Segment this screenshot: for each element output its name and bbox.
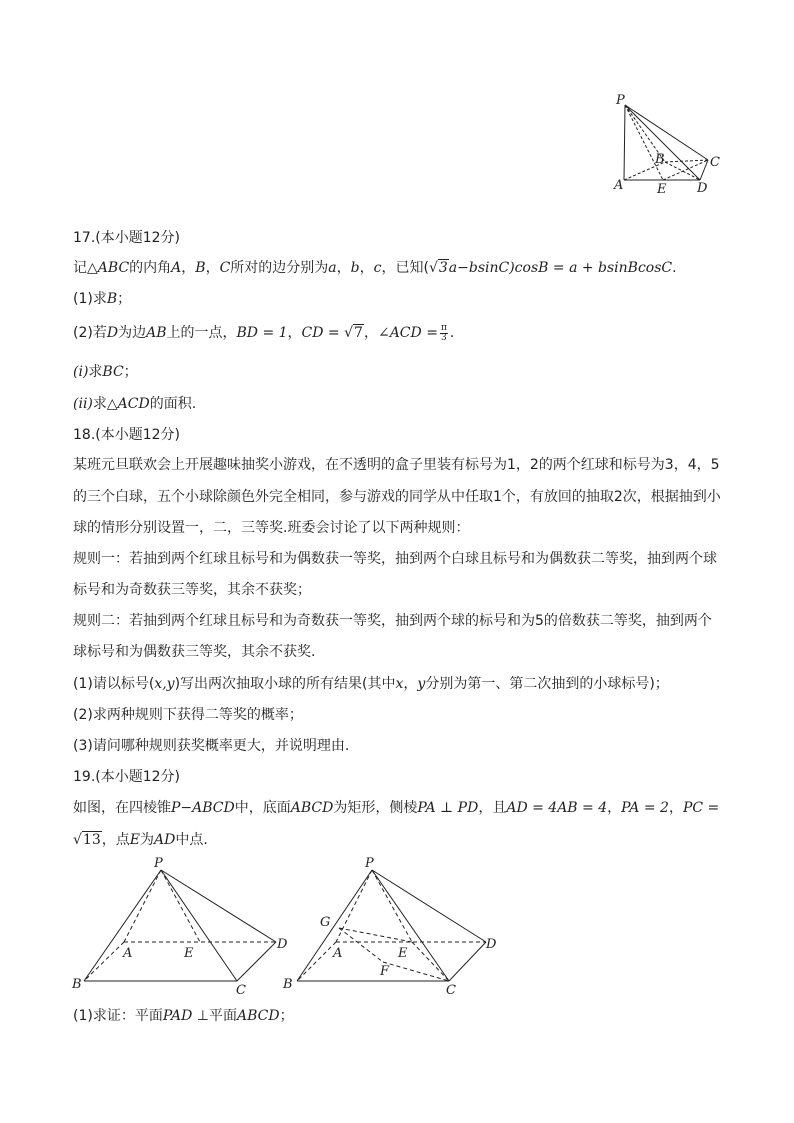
stem-text: 的内角: [129, 260, 172, 276]
edge-BC: [665, 160, 708, 162]
edge-PD: [372, 870, 486, 942]
eq-BD: BD = 1: [236, 325, 288, 341]
eq-AD: AD = 4AB = 4: [506, 800, 608, 816]
figure-right-pyramid: [278, 852, 500, 997]
label-C: C: [446, 983, 456, 997]
problem-18-line: 某班元旦联欢会上开展趣味抽奖小游戏，在不透明的盒子里装有标号为1，2的两个红球和标号为3，4，5: [73, 457, 720, 473]
var-A: A: [171, 260, 182, 276]
problem-18-header: 18.(本小题12分): [73, 427, 181, 443]
stem-text: 如图，在四棱锥: [73, 800, 171, 816]
var-y: y: [417, 676, 426, 692]
sep: ，: [336, 260, 351, 276]
sep: ，: [607, 800, 622, 816]
problem-18-line: 的三个白球，五个小球除颜色外完全相同，参与游戏的同学从中任取1个，有放回的抽取2次，根据抽到小: [73, 489, 721, 505]
figure-top-pyramid: [605, 90, 730, 200]
edge-PA: [124, 870, 161, 942]
label-A: A: [123, 946, 133, 961]
stem-text: 为矩形，侧棱: [333, 800, 418, 816]
q1-text: (1)求: [73, 291, 107, 307]
problem-18-line: 球标号和为偶数获三等奖，其余不获奖.: [73, 644, 316, 660]
q2-text: 为边: [118, 325, 147, 341]
fraction-pi-3: $\frac{\pi}{3}$: [440, 322, 447, 343]
edge-PE: [625, 105, 663, 180]
edge-GE: [339, 928, 412, 942]
problem-19-header: 19.(本小题12分): [73, 769, 181, 785]
triangle-symbol: △: [87, 260, 98, 276]
base-name: ABCD: [290, 800, 334, 816]
stem-text: 中点.: [175, 832, 208, 848]
edge-PD: [161, 870, 276, 942]
problem-18-line: 球的情形分别设置一，二，三等奖.班委会讨论了以下两种规则：: [73, 520, 470, 536]
q1-end: ；: [117, 291, 132, 307]
plane-ABCD: ABCD: [236, 1008, 280, 1024]
edge-PE: [372, 870, 412, 942]
label-E: E: [398, 946, 408, 961]
problem-19-stem-line2: [73, 830, 208, 850]
qii-label: (ii): [73, 396, 93, 412]
var-E: E: [129, 832, 140, 848]
var-BC: BC: [102, 364, 124, 380]
sqrt-3: √3: [428, 260, 448, 276]
sep: ，: [403, 676, 418, 692]
stem-end: .: [672, 260, 677, 276]
edge-PD: [625, 105, 700, 180]
problem-18-q1: [73, 674, 669, 694]
q1-end: ；: [279, 1008, 294, 1024]
label-B: B: [72, 977, 82, 992]
label-C: C: [710, 155, 720, 170]
sep: ，: [668, 800, 683, 816]
angle-ACD: ∠ACD =: [377, 325, 438, 341]
var-B: B: [195, 260, 206, 276]
edge-AB: [297, 942, 336, 981]
stem-text: 为: [139, 832, 154, 848]
q1-text: (1)请以标号(: [73, 676, 155, 692]
edge-EC: [412, 942, 449, 981]
stem-text: ，且: [478, 800, 507, 816]
problem-18-line: 标号和为奇数获三等奖，其余不获奖；: [73, 582, 311, 598]
var-ACD: ACD: [117, 396, 150, 412]
edge-PC: [161, 870, 237, 981]
edge-CD: [237, 942, 276, 981]
var-x: x: [395, 676, 404, 692]
edge-CD: [449, 942, 486, 981]
var-xy: x,y: [154, 676, 175, 692]
edge-PB: [297, 870, 372, 981]
problem-17-qii: [73, 394, 196, 414]
problem-17-qi: [73, 362, 138, 382]
q2-end: .: [449, 325, 455, 341]
label-E: E: [657, 182, 667, 197]
q1-text: 分别为第一、第二次抽到的小球标号)；: [425, 676, 669, 692]
sep: ，: [287, 325, 302, 341]
problem-18-rule2: 规则二：若抽到两个红球且标号和为奇数获一等奖，抽到两个球的标号和为5的倍数获二等奖，抽到两个: [73, 613, 712, 629]
eq-CD: CD =: [301, 325, 345, 341]
qi-label: (i): [73, 364, 89, 380]
problem-19-stem-line1: [73, 798, 719, 818]
figure-left-pyramid: [65, 852, 295, 997]
stem-text: ，已知(: [381, 260, 429, 276]
qii-text: 求: [92, 396, 107, 412]
q1-text: )写出两次抽取小球的所有结果(其中: [174, 676, 396, 692]
sep: ，: [205, 260, 220, 276]
problem-18-rule1: 规则一：若抽到两个红球且标号和为偶数获一等奖，抽到两个白球且标号和为偶数获二等奖，抽到两个球: [73, 551, 717, 567]
qii-end: 的面积.: [149, 396, 197, 412]
var-a: a: [328, 260, 337, 276]
problem-17-q2: [73, 323, 454, 343]
label-A: A: [333, 946, 343, 961]
edge-FC: [383, 962, 449, 981]
sep: ，: [359, 260, 374, 276]
stem-text: 所对的边分别为: [230, 260, 329, 276]
sep: ，: [363, 325, 378, 341]
plane-PAD: PAD: [162, 1008, 193, 1024]
stem-text: ，点: [101, 832, 130, 848]
stem-prefix: 记: [73, 260, 87, 276]
stem-text: 中，底面: [234, 800, 291, 816]
problem-17-header: 17.(本小题12分): [73, 230, 181, 246]
var-C: C: [219, 260, 231, 276]
label-B: B: [283, 977, 293, 992]
label-D: D: [697, 181, 708, 196]
label-F: F: [380, 964, 390, 979]
label-B: B: [655, 152, 665, 167]
perp-relation: PA ⊥ PD: [417, 800, 479, 816]
label-G: G: [320, 915, 331, 930]
var-b: b: [350, 260, 360, 276]
label-P: P: [154, 856, 163, 871]
var-D: D: [106, 325, 119, 341]
q2-prefix: (2)若: [73, 325, 107, 341]
pyramid-name: P−ABCD: [171, 800, 235, 816]
edge-PA: [624, 105, 625, 180]
label-A: A: [614, 178, 624, 193]
label-P: P: [365, 856, 374, 871]
sqrt-7: √7: [344, 325, 363, 341]
sqrt-13: √13: [73, 832, 101, 848]
edge-PB: [84, 870, 161, 981]
eq-PA: PA = 2: [621, 800, 669, 816]
equals: =: [548, 260, 570, 276]
var-AB: AB: [146, 325, 167, 341]
triangle-symbol: △: [106, 396, 118, 412]
problem-17-q1: [73, 289, 131, 309]
problem-18-q2: (2)求两种规则下获得二等奖的概率；: [73, 707, 303, 723]
problem-19-q1: [73, 1006, 294, 1026]
label-D: D: [277, 937, 288, 952]
q1-text: ⊥平面: [192, 1008, 237, 1024]
var-AD: AD: [153, 832, 176, 848]
problem-17-stem: [73, 258, 677, 278]
expression-left: a−bsinC)cosB: [448, 260, 549, 276]
problem-18-q3: (3)请问哪种规则获奖概率更大，并说明理由.: [73, 738, 350, 754]
edge-PC: [625, 105, 708, 160]
eq-PC: PC =: [682, 800, 720, 816]
label-D: D: [486, 937, 497, 952]
label-E: E: [184, 946, 194, 961]
edge-GF: [339, 928, 383, 962]
label-P: P: [616, 93, 625, 108]
qi-text: 求: [88, 364, 103, 380]
sep: ，: [181, 260, 196, 276]
var-c: c: [373, 260, 382, 276]
expression-right: a + bsinBcosC: [569, 260, 673, 276]
edge-PE: [161, 870, 200, 942]
q2-text: 上的一点，: [166, 325, 237, 341]
q1-var: B: [106, 291, 118, 307]
qi-end: ；: [123, 364, 138, 380]
edge-AB: [84, 942, 124, 981]
label-C: C: [236, 983, 246, 997]
q1-text: (1)求证：平面: [73, 1008, 163, 1024]
triangle-abc: ABC: [97, 260, 130, 276]
